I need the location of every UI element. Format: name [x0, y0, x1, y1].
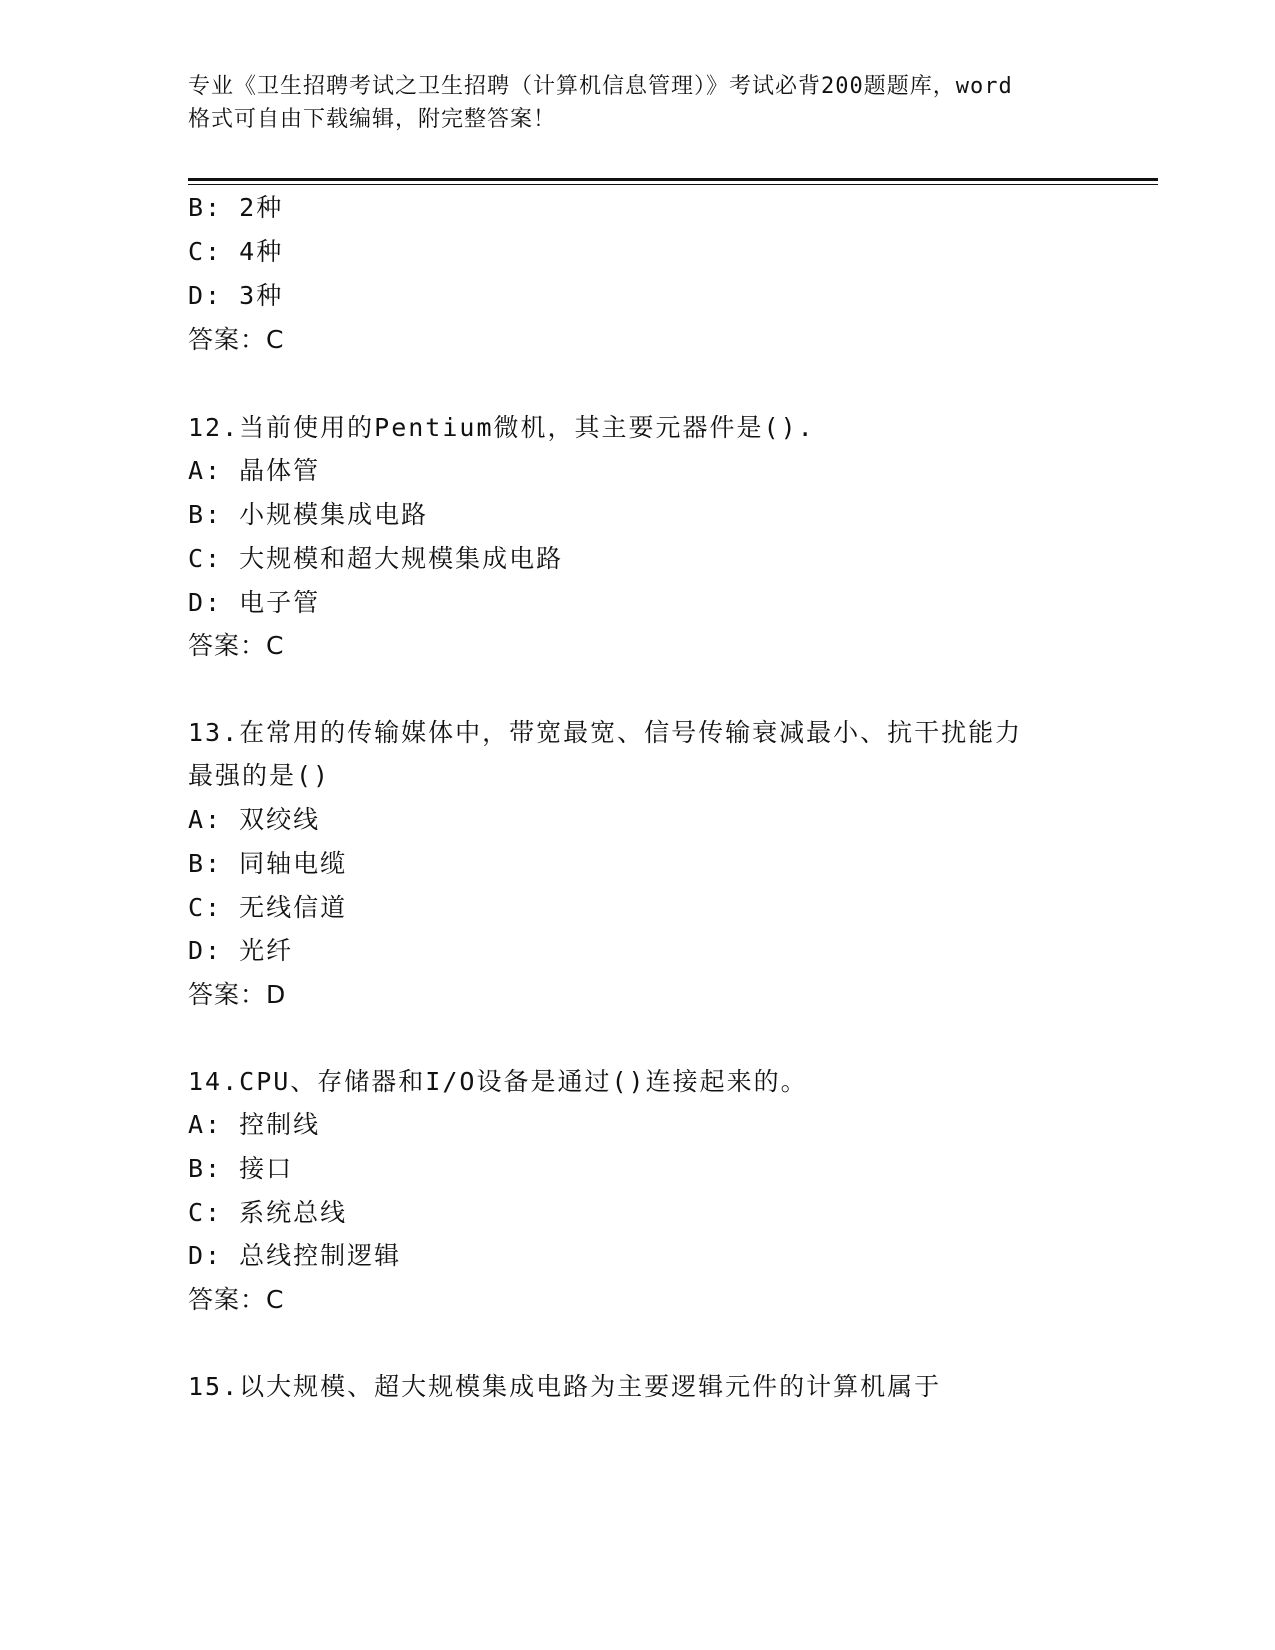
header-line-1: 专业《卫生招聘考试之卫生招聘（计算机信息管理）》考试必背200题题库，word [188, 74, 1013, 99]
q12-option-d: D: 电子管 [188, 588, 321, 617]
q12-answer: 答案：C [188, 631, 285, 660]
q13-answer: 答案：D [188, 980, 287, 1009]
header-divider [188, 178, 1158, 185]
q12-option-a: A: 晶体管 [188, 456, 321, 485]
q14-option-c: C: 系统总线 [188, 1198, 348, 1227]
q15-question: 15.以大规模、超大规模集成电路为主要逻辑元件的计算机属于 [188, 1372, 942, 1401]
q12-question: 12.当前使用的Pentium微机，其主要元器件是(). [188, 413, 815, 442]
q11-option-b: B: 2种 [188, 193, 284, 222]
q11-option-d: D: 3种 [188, 281, 284, 310]
q13-option-b: B: 同轴电缆 [188, 849, 348, 878]
q13-option-d: D: 光纤 [188, 936, 294, 965]
q13-question-line-2: 最强的是() [188, 761, 331, 790]
q14-question: 14.CPU、存储器和I/O设备是通过()连接起来的。 [188, 1067, 808, 1096]
q11-answer: 答案：C [188, 325, 285, 354]
q13-option-c: C: 无线信道 [188, 893, 348, 922]
q14-option-d: D: 总线控制逻辑 [188, 1241, 402, 1270]
header-line-2: 格式可自由下载编辑，附完整答案！ [188, 107, 557, 132]
q12-option-b: B: 小规模集成电路 [188, 500, 429, 529]
q14-answer: 答案：C [188, 1285, 285, 1314]
q13-question-line-1: 13.在常用的传输媒体中，带宽最宽、信号传输衰减最小、抗干扰能力 [188, 718, 1023, 747]
document-header [188, 70, 1088, 136]
q13-option-a: A: 双绞线 [188, 805, 321, 834]
q14-option-b: B: 接口 [188, 1154, 294, 1183]
q11-option-c: C: 4种 [188, 237, 284, 266]
q14-option-a: A: 控制线 [188, 1110, 321, 1139]
q12-option-c: C: 大规模和超大规模集成电路 [188, 544, 564, 573]
